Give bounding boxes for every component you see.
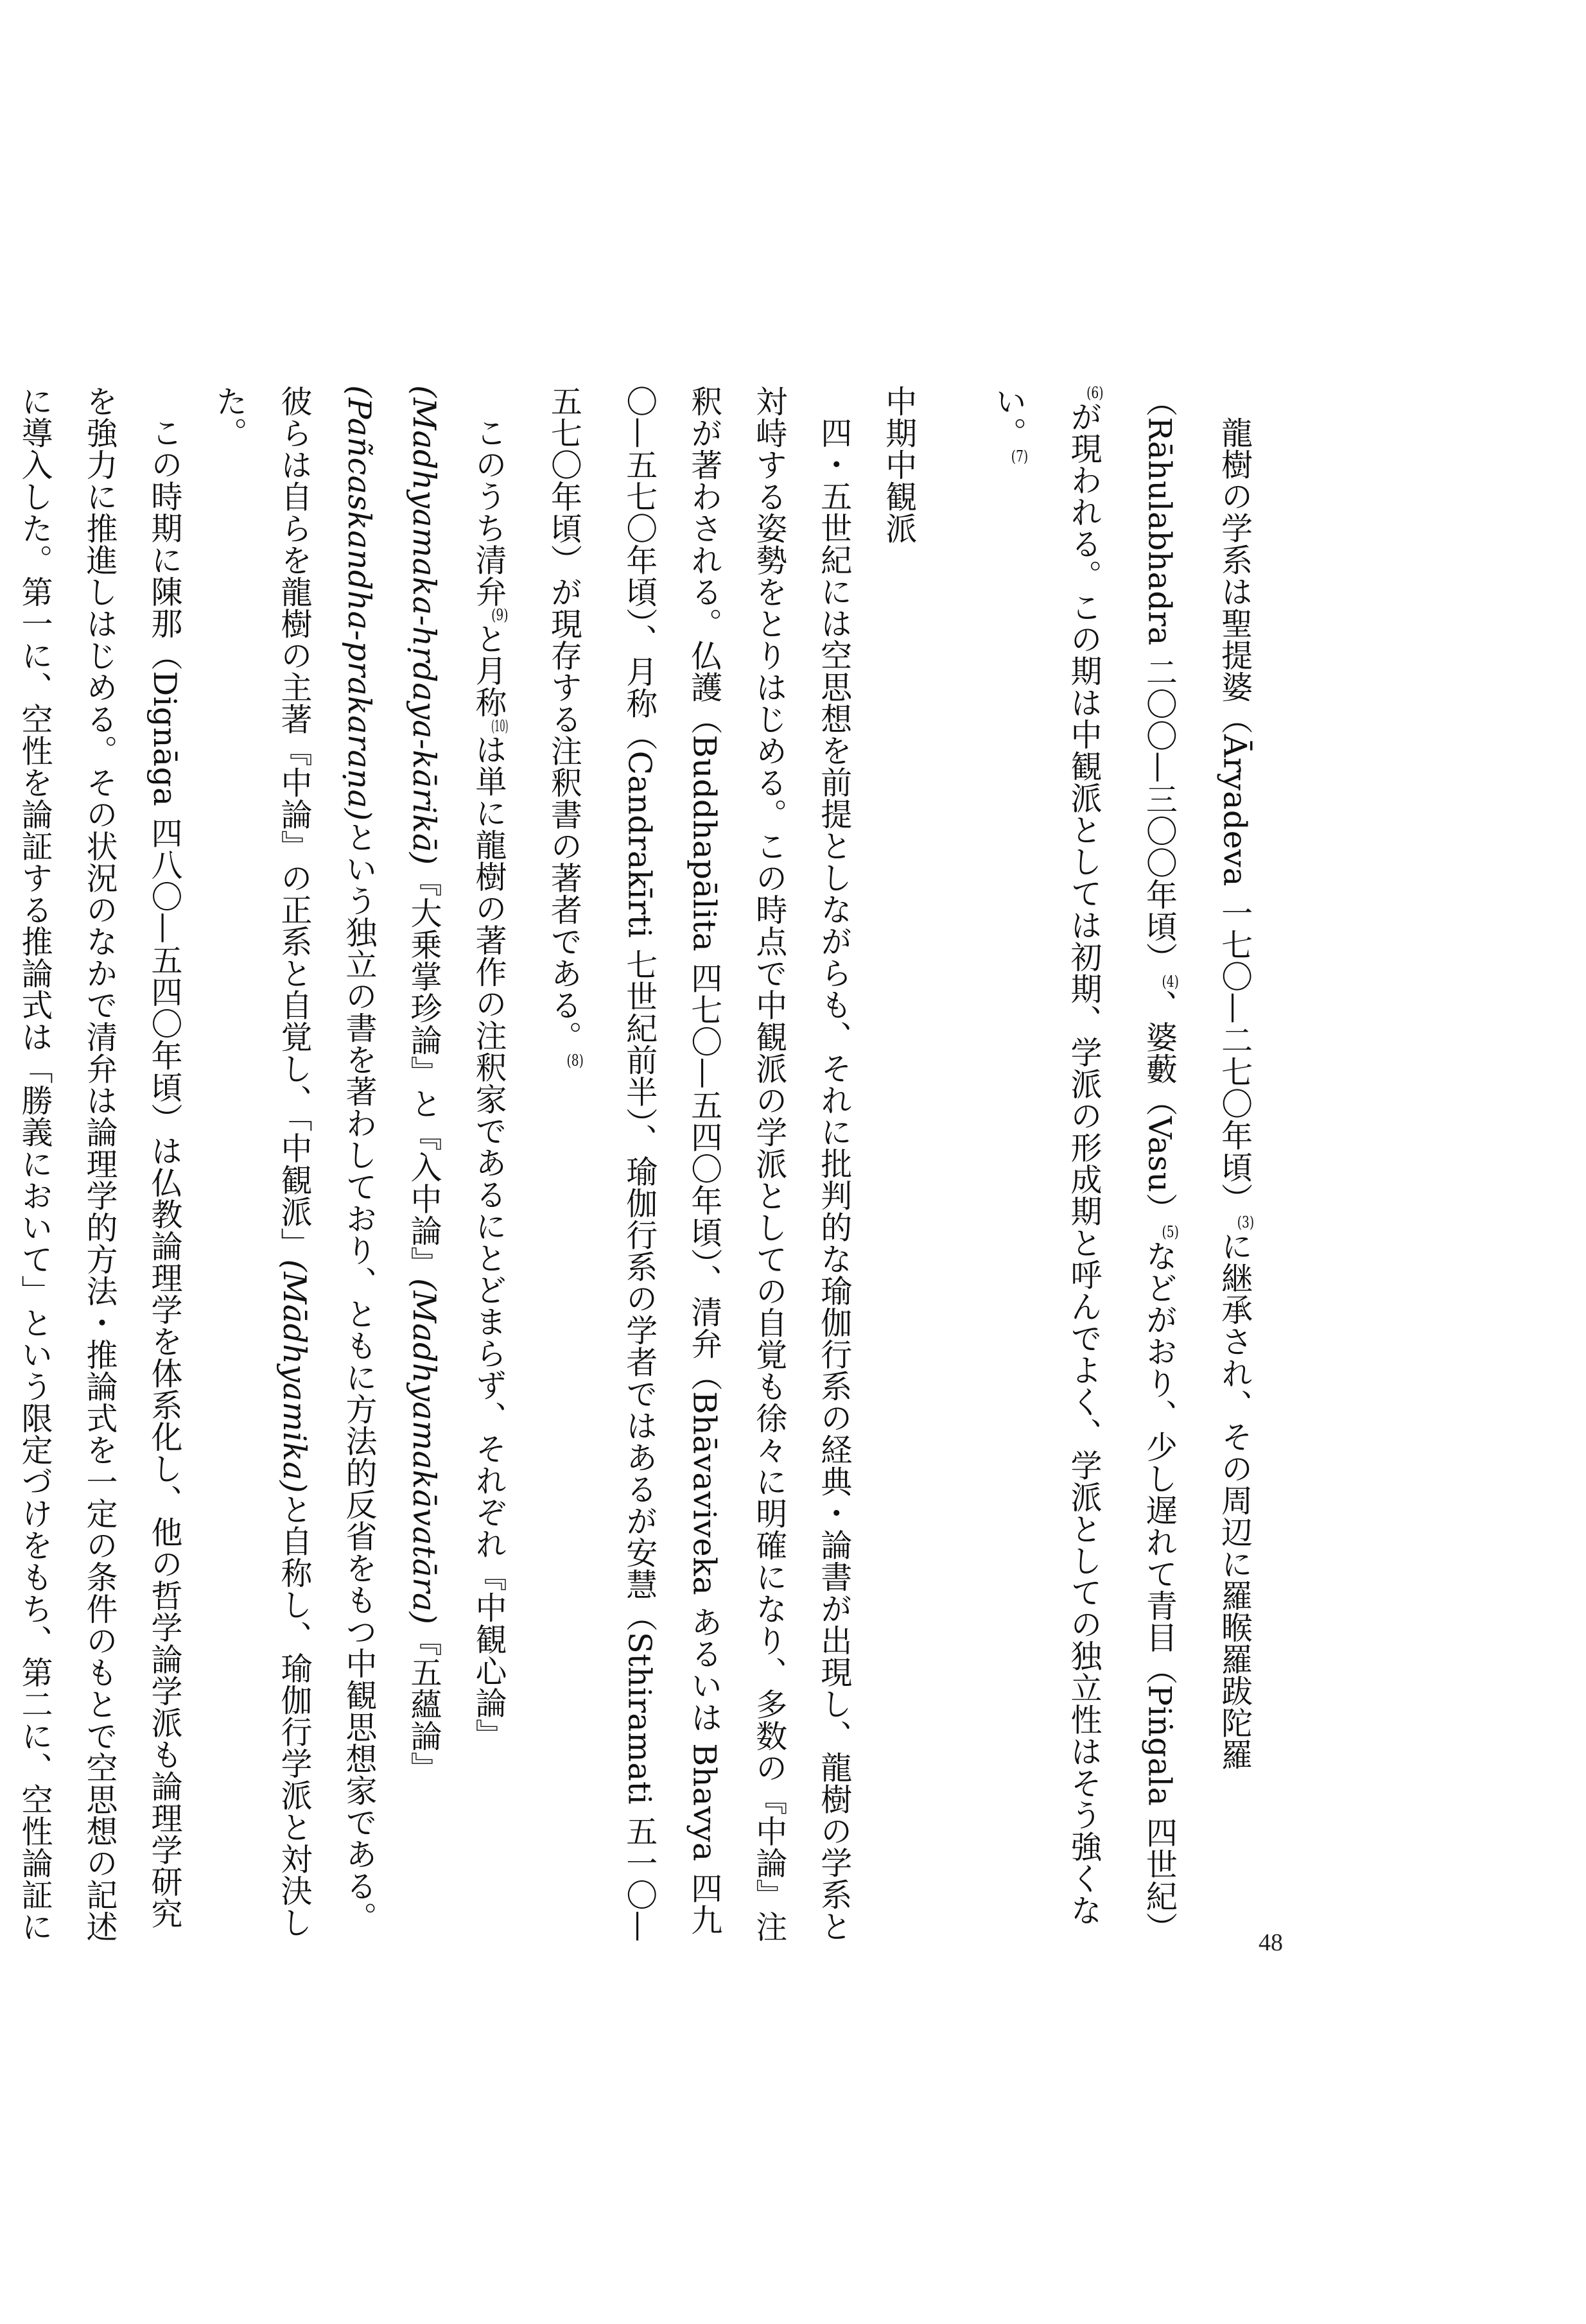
note-mark: (9) — [491, 607, 509, 623]
paragraph-text: という独立の書を著わしており、ともに方法的反省をもつ中観思想家である。彼らは自らを龍樹の主著『中論』の正系と自覚し、「中観派」 — [276, 385, 378, 1934]
italic-term: (Madhyamaka-hṛdaya-kārikā) — [406, 385, 443, 865]
paragraph-text: このうち清弁 — [471, 417, 508, 607]
section-heading: 中期中観派 — [880, 385, 918, 544]
paragraph-text: 『五蘊論』 — [406, 1624, 443, 1783]
paragraph-text: などがおり、少し遅れて青目（Piṅgala 四世紀） — [1141, 1240, 1178, 1944]
italic-term: (Pañcaskandha-prakaraṇa) — [341, 385, 378, 822]
paragraph-early-madhyamaka — [977, 385, 1278, 1945]
paragraph-middle-period — [532, 385, 866, 1945]
paragraph-text: 四・五世紀には空思想を前提としながらも、それに批判的な瑜伽行系の経典・論書が出現し、龍樹の学系と対峙する姿勢をとりはじめる。この時点で中観派の学派としての自覚も徐々に明確になり、多数の『中論』注釈が著わされる。仏護（Buddhapālita 四七〇—五四〇年頃）、清弁（Bhāvaviveka あるいは Bhavya 四九〇—五七〇年頃）、月称（Candrakīrti 七世紀前半）、瑜伽行系の学者ではあるが安慧（Sthiramati 五一〇—五七〇年頃）が現存する注釈書の著者である。 — [546, 385, 853, 1943]
paragraph-dignaga-logic: この時期に陳那（Dignāga 四八〇—五四〇年頃）は仏教論理学を体系化し、他の哲学論学派も論理学研究を強力に推進しはじめる。その状況のなかで清弁は論理学的方法・推論式を一定の条件のもとで空思想の記述に導入した。第一に、空性を論証する推論式は「勝義において」という限定づけをもち、第二に、空性論証に — [17, 385, 184, 1943]
note-mark: (6) — [1086, 385, 1104, 401]
page-number: 48 — [1259, 1929, 1283, 1956]
paragraph-text: 『大乗掌珍論』と『入中論』 — [406, 865, 443, 1278]
paragraph-text: 龍樹の学系は聖提婆（Āryadeva 一七〇—二七〇年頃） — [1216, 417, 1253, 1215]
note-mark: (7) — [1011, 449, 1029, 464]
note-mark: (10) — [491, 718, 509, 734]
vertical-text-body — [0, 385, 1278, 1945]
paragraph-text: は単に龍樹の著作の注釈家であるにとどまらず、それぞれ『中観心論』 — [471, 733, 508, 1751]
paragraph-text: 、婆藪（Vasu） — [1141, 989, 1178, 1225]
note-mark: (4) — [1162, 973, 1179, 989]
paragraph-text: に継承され、その周辺に羅睺羅跋陀羅（Rāhulabhadra 二〇〇—三〇〇年頃） — [1141, 385, 1253, 1771]
paragraph-text: が現われる。この期は中観派としては初期、学派の形成期と呼んでよく、学派としての独立性はそう強くない。 — [990, 385, 1103, 1926]
note-mark: (3) — [1237, 1215, 1255, 1231]
note-mark: (5) — [1162, 1224, 1179, 1240]
paragraph-bhavaviveka-candrakirti — [197, 385, 532, 1945]
paragraph-text: と自称し、瑜伽行学派と対決した。 — [211, 385, 313, 1938]
italic-term: (Madhyamakāvatāra) — [406, 1278, 443, 1625]
italic-term: (Mādhyamika) — [276, 1259, 313, 1493]
section-spacer — [932, 385, 977, 1945]
note-mark: (8) — [566, 1052, 584, 1068]
paragraph-text: と月称 — [471, 623, 508, 718]
